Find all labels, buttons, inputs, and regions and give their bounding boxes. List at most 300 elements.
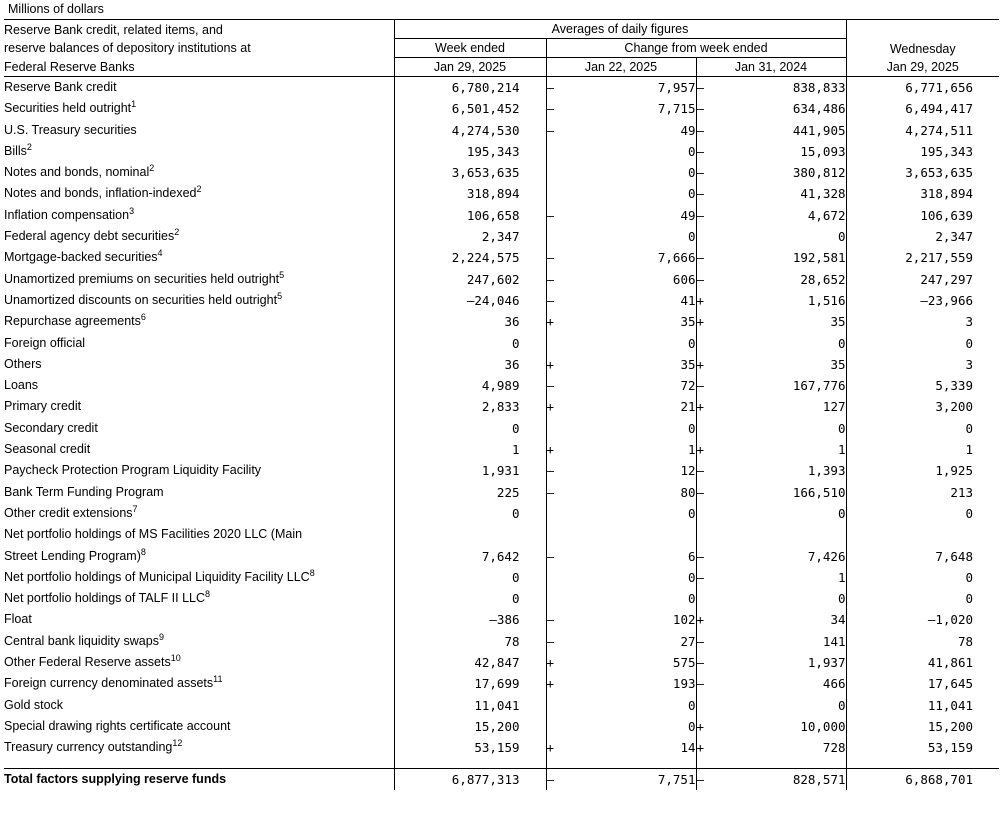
wednesday-value: 0 [965, 591, 973, 607]
wednesday-value: 6,771,656 [905, 80, 973, 95]
wednesday-value: 0 [965, 335, 973, 351]
table-row [4, 333, 999, 354]
row-label: Unamortized premiums on securities held outright$^5$ [4, 269, 394, 290]
table-header [4, 20, 999, 77]
change1-value: 35 [568, 354, 696, 375]
change1-sign: + [546, 655, 555, 671]
spacer-cell [696, 759, 718, 769]
change-date-1: Jan 22, 2025 [546, 58, 696, 77]
total-week-ended-value: 6,877,313 [394, 768, 546, 790]
wednesday-value: 5,339 [935, 378, 973, 394]
footnote-marker: 10 [170, 652, 181, 663]
change1-sign [546, 226, 568, 247]
wednesday-value: 15,200 [927, 718, 973, 734]
spacer-cell [546, 759, 568, 769]
change1-sign [546, 162, 568, 183]
change2-sign: – [696, 484, 705, 500]
change2-value: 127 [718, 396, 846, 417]
change2-value: 0 [718, 588, 846, 609]
week-ended-header: Week ended [394, 39, 546, 58]
week-ended-value: 11,041 [394, 695, 546, 716]
wednesday-value: 3,200 [935, 399, 973, 415]
row-label: U.S. Treasury securities [4, 120, 394, 141]
wednesday-value: 78 [957, 633, 973, 649]
week-ended-value: 4,989 [394, 375, 546, 396]
footnote-marker: 2 [174, 226, 180, 237]
row-label: Repurchase agreements$^6$ [4, 311, 394, 332]
spacer-cell [718, 759, 846, 769]
week-ended-value: 2,833 [394, 396, 546, 417]
wednesday-value: 106,639 [920, 207, 973, 223]
week-ended-value: 3,653,635 [394, 162, 546, 183]
change2-sign [696, 695, 718, 716]
change1-sign [546, 418, 568, 439]
change1-sign [546, 695, 568, 716]
change2-value: 728 [718, 737, 846, 758]
table-row [4, 120, 999, 141]
row-label: Net portfolio holdings of Municipal Liquidity Facility LLC$^8$ [4, 567, 394, 588]
total-change1-sign: – [546, 768, 568, 790]
change2-value: 0 [718, 695, 846, 716]
spacer-row [4, 759, 999, 769]
change1-value: 575 [568, 652, 696, 673]
change1-value: 0 [568, 418, 696, 439]
footnote-marker: 5 [279, 269, 285, 280]
total-row [4, 768, 999, 790]
footnote-marker: 8 [205, 588, 211, 599]
change2-value: 141 [718, 631, 846, 652]
table-row [4, 141, 999, 162]
change1-sign: + [546, 676, 555, 692]
change1-sign: – [546, 122, 555, 138]
change1-value: 0 [568, 695, 696, 716]
total-label: Total factors supplying reserve funds [4, 768, 394, 790]
wednesday-value: 3 [965, 356, 973, 372]
change2-sign: + [696, 442, 705, 458]
table-row [4, 716, 999, 737]
week-ended-date: Jan 29, 2025 [394, 58, 546, 77]
table-row [4, 588, 999, 609]
change2-sign: – [696, 250, 705, 266]
change1-sign: – [546, 292, 555, 308]
table-row [4, 503, 999, 524]
week-ended-value: 4,274,530 [394, 120, 546, 141]
week-ended-value: 6,501,452 [394, 98, 546, 119]
change2-value: 35 [718, 311, 846, 332]
change2-value: 10,000 [718, 716, 846, 737]
week-ended-value: 0 [394, 333, 546, 354]
change1-value: 0 [568, 588, 696, 609]
week-ended-value: –24,046 [394, 290, 546, 311]
footnote-marker: 3 [129, 205, 135, 216]
h41-table [4, 19, 999, 790]
change1-value: 14 [568, 737, 696, 758]
table-row [4, 77, 999, 99]
change1-value: 12 [568, 460, 696, 481]
row-label: Paycheck Protection Program Liquidity Facility [4, 460, 394, 481]
change1-value: 7,957 [568, 77, 696, 99]
footnote-marker: 6 [140, 312, 146, 323]
wednesday-value: 11,041 [927, 697, 973, 713]
change2-value: 34 [718, 609, 846, 630]
row-label: Net portfolio holdings of MS Facilities 2020 LLC (Main [4, 524, 394, 545]
change1-sign [546, 567, 568, 588]
change1-sign: – [546, 612, 555, 628]
row-label: Reserve Bank credit [4, 77, 394, 99]
averages-header: Averages of daily figures [394, 20, 846, 39]
table-row [4, 375, 999, 396]
table-row [4, 396, 999, 417]
change2-value: 166,510 [718, 482, 846, 503]
table-row [4, 609, 999, 630]
change2-sign [696, 226, 718, 247]
wednesday-value: 0 [965, 505, 973, 521]
change2-value: 41,328 [718, 183, 846, 204]
change2-sign [696, 588, 718, 609]
change1-value: 7,715 [568, 98, 696, 119]
footnote-marker: 11 [213, 674, 223, 685]
change1-sign [546, 503, 568, 524]
change2-value: 466 [718, 673, 846, 694]
row-label: Net portfolio holdings of TALF II LLC$^8$ [4, 588, 394, 609]
week-ended-value: 17,699 [394, 673, 546, 694]
change2-value: 28,652 [718, 269, 846, 290]
row-label: Special drawing rights certificate account [4, 716, 394, 737]
change1-value: 0 [568, 716, 696, 737]
wednesday-value: 17,645 [927, 676, 973, 692]
table-row [4, 631, 999, 652]
week-ended-value: 7,642 [394, 546, 546, 567]
spacer-cell [568, 759, 696, 769]
wednesday-value: 6,494,417 [905, 101, 973, 117]
total-wednesday-value: 6,868,701 [846, 768, 999, 790]
change1-value: 0 [568, 162, 696, 183]
row-label: Seasonal credit [4, 439, 394, 460]
week-ended-value: 1 [394, 439, 546, 460]
change2-value: 192,581 [718, 247, 846, 268]
change1-value: 27 [568, 631, 696, 652]
wednesday-value: 0 [965, 420, 973, 436]
spacer-cell [4, 759, 394, 769]
change2-value: 1,937 [718, 652, 846, 673]
week-ended-value: 36 [394, 354, 546, 375]
week-ended-value: 6,780,214 [394, 77, 546, 99]
change2-sign: – [696, 655, 705, 671]
change2-sign [696, 524, 718, 545]
week-ended-value: 53,159 [394, 737, 546, 758]
change2-sign [696, 418, 718, 439]
wednesday-value: 4,274,511 [905, 122, 973, 138]
change1-value: 102 [568, 609, 696, 630]
table-row [4, 290, 999, 311]
change2-sign: – [696, 101, 705, 117]
wednesday-value: 7,648 [935, 548, 973, 564]
row-label: Foreign official [4, 333, 394, 354]
wednesday-value: 0 [965, 569, 973, 585]
row-label: Gold stock [4, 695, 394, 716]
week-ended-value: 106,658 [394, 205, 546, 226]
change1-value: 49 [568, 120, 696, 141]
footnote-marker: 8 [140, 546, 146, 557]
change-date-2: Jan 31, 2024 [696, 58, 846, 77]
row-label: Secondary credit [4, 418, 394, 439]
change2-sign: – [696, 186, 705, 202]
change1-value: 1 [568, 439, 696, 460]
week-ended-value: 0 [394, 418, 546, 439]
change1-value: 193 [568, 673, 696, 694]
row-label: Others [4, 354, 394, 375]
footnote-marker: 2 [149, 163, 155, 174]
table-row [4, 205, 999, 226]
week-ended-value: 247,602 [394, 269, 546, 290]
change2-value: 0 [718, 226, 846, 247]
units-label: Millions of dollars [8, 2, 104, 16]
wednesday-value: 247,297 [920, 271, 973, 287]
table-row [4, 546, 999, 567]
week-ended-value: 0 [394, 567, 546, 588]
change2-value: 167,776 [718, 375, 846, 396]
change1-sign [546, 716, 568, 737]
week-ended-value: 0 [394, 503, 546, 524]
change2-value: 0 [718, 503, 846, 524]
change1-sign [546, 141, 568, 162]
table-row [4, 482, 999, 503]
change2-value: 15,093 [718, 141, 846, 162]
week-ended-value: –386 [394, 609, 546, 630]
change1-value: 0 [568, 503, 696, 524]
change2-value: 634,486 [718, 98, 846, 119]
change2-sign: – [696, 548, 705, 564]
table-row [4, 439, 999, 460]
table-row [4, 673, 999, 694]
week-ended-value: 15,200 [394, 716, 546, 737]
footnote-marker: 2 [26, 141, 32, 152]
row-label: Central bank liquidity swaps$^9$ [4, 631, 394, 652]
week-ended-value: 2,347 [394, 226, 546, 247]
wednesday-value: 53,159 [927, 740, 973, 756]
change1-value: 7,666 [568, 247, 696, 268]
change2-value: 7,426 [718, 546, 846, 567]
wednesday-value: 1 [965, 442, 973, 458]
footnote-marker: 7 [132, 503, 138, 514]
change1-sign [546, 524, 568, 545]
stub-line-1: Reserve Bank credit, related items, and [4, 22, 223, 37]
change2-sign: – [696, 676, 705, 692]
change1-sign [546, 333, 568, 354]
wednesday-value [846, 524, 999, 545]
change1-value: 0 [568, 141, 696, 162]
change2-sign: – [696, 207, 705, 223]
change2-sign: – [696, 378, 705, 394]
change2-sign: + [696, 399, 705, 415]
wednesday-value: 213 [950, 484, 973, 500]
footnote-marker: 12 [172, 738, 183, 749]
change1-sign: – [546, 250, 555, 266]
change2-value: 1,516 [718, 290, 846, 311]
table-row [4, 460, 999, 481]
week-ended-value: 1,931 [394, 460, 546, 481]
change1-sign: – [546, 548, 555, 564]
row-label: Bills$^2$ [4, 141, 394, 162]
wednesday-header: Wednesday [846, 20, 999, 58]
change2-sign: – [696, 122, 705, 138]
change1-sign: – [546, 80, 555, 95]
row-label: Other Federal Reserve assets$^{10}$ [4, 652, 394, 673]
footnote-marker: 8 [309, 567, 315, 578]
change2-value: 0 [718, 418, 846, 439]
change1-sign: + [546, 356, 555, 372]
footnote-marker: 4 [157, 248, 163, 259]
change-header: Change from week ended [546, 39, 846, 58]
week-ended-value: 195,343 [394, 141, 546, 162]
week-ended-value: 2,224,575 [394, 247, 546, 268]
change1-sign [546, 183, 568, 204]
total-change1-value: 7,751 [568, 768, 696, 790]
table-row [4, 269, 999, 290]
change2-value [718, 524, 846, 545]
stub-header [4, 20, 394, 77]
change2-value: 1,393 [718, 460, 846, 481]
row-label: Foreign currency denominated assets$^{11}$ [4, 673, 394, 694]
wednesday-value: 3 [965, 314, 973, 330]
table-row [4, 183, 999, 204]
wednesday-value: 3,653,635 [905, 165, 973, 181]
footnote-marker: 9 [158, 631, 164, 642]
change2-sign [696, 503, 718, 524]
change2-value: 380,812 [718, 162, 846, 183]
week-ended-value: 78 [394, 631, 546, 652]
change1-sign: – [546, 207, 555, 223]
row-label: Notes and bonds, inflation-indexed$^2$ [4, 183, 394, 204]
change1-value: 21 [568, 396, 696, 417]
week-ended-value [394, 524, 546, 545]
stub-line-3: Federal Reserve Banks [4, 59, 135, 74]
table-row [4, 162, 999, 183]
change1-value [568, 524, 696, 545]
row-label: Float [4, 609, 394, 630]
table-row [4, 311, 999, 332]
change2-value: 1 [718, 567, 846, 588]
change2-value: 838,833 [718, 77, 846, 99]
wednesday-date: Jan 29, 2025 [846, 58, 999, 77]
change2-sign [696, 333, 718, 354]
row-label: Street Lending Program)$^8$ [4, 546, 394, 567]
change1-sign: + [546, 442, 555, 458]
row-label: Other credit extensions$^7$ [4, 503, 394, 524]
change2-sign: – [696, 80, 705, 95]
change1-value: 72 [568, 375, 696, 396]
table-row [4, 226, 999, 247]
row-label: Primary credit [4, 396, 394, 417]
change1-sign: – [546, 101, 555, 117]
table-row [4, 354, 999, 375]
table-row [4, 98, 999, 119]
row-label: Inflation compensation$^3$ [4, 205, 394, 226]
change1-value: 0 [568, 226, 696, 247]
change2-sign: + [696, 718, 705, 734]
wednesday-value: –1,020 [927, 612, 973, 628]
row-label: Treasury currency outstanding$^{12}$ [4, 737, 394, 758]
change1-value: 35 [568, 311, 696, 332]
change2-sign: – [696, 271, 705, 287]
change2-value: 1 [718, 439, 846, 460]
row-label: Mortgage-backed securities$^4$ [4, 247, 394, 268]
table-row [4, 418, 999, 439]
change2-sign: – [696, 463, 705, 479]
week-ended-value: 36 [394, 311, 546, 332]
change2-sign: + [696, 292, 705, 308]
change2-sign: – [696, 633, 705, 649]
row-label: Loans [4, 375, 394, 396]
table-row [4, 695, 999, 716]
wednesday-value: 195,343 [920, 143, 973, 159]
wednesday-value: –23,966 [920, 292, 973, 308]
row-label: Federal agency debt securities$^2$ [4, 226, 394, 247]
table-row [4, 737, 999, 758]
change1-value: 606 [568, 269, 696, 290]
row-label: Unamortized discounts on securities held outright$^5$ [4, 290, 394, 311]
change2-sign: + [696, 314, 705, 330]
change1-sign: + [546, 314, 555, 330]
total-change2-value: 828,571 [718, 768, 846, 790]
row-label: Notes and bonds, nominal$^2$ [4, 162, 394, 183]
change1-value: 0 [568, 567, 696, 588]
change2-value: 4,672 [718, 205, 846, 226]
change2-sign: + [696, 740, 705, 756]
table-row [4, 247, 999, 268]
wednesday-value: 318,894 [920, 186, 973, 202]
wednesday-value: 1,925 [935, 463, 973, 479]
change1-sign: – [546, 271, 555, 287]
footnote-marker: 5 [277, 290, 283, 301]
change1-value: 49 [568, 205, 696, 226]
change1-sign: – [546, 463, 555, 479]
week-ended-value: 42,847 [394, 652, 546, 673]
change1-value: 0 [568, 183, 696, 204]
change2-sign: – [696, 143, 705, 159]
change1-value: 41 [568, 290, 696, 311]
change2-sign: – [696, 569, 705, 585]
spacer-cell [846, 759, 999, 769]
change2-value: 441,905 [718, 120, 846, 141]
wednesday-value: 2,347 [935, 229, 973, 245]
stub-line-2: reserve balances of depository institutions at [4, 41, 251, 55]
total-change2-sign: – [696, 768, 718, 790]
table-row [4, 567, 999, 588]
change1-value: 80 [568, 482, 696, 503]
change2-value: 0 [718, 333, 846, 354]
week-ended-value: 0 [394, 588, 546, 609]
change1-value: 0 [568, 333, 696, 354]
change1-sign: – [546, 633, 555, 649]
change1-sign: + [546, 740, 555, 756]
footnote-marker: 2 [196, 184, 202, 195]
change1-sign: + [546, 399, 555, 415]
week-ended-value: 318,894 [394, 183, 546, 204]
change1-sign [546, 588, 568, 609]
table-row [4, 652, 999, 673]
table-body [4, 77, 999, 790]
wednesday-value: 2,217,559 [905, 250, 973, 266]
row-label: Bank Term Funding Program [4, 482, 394, 503]
change1-value: 6 [568, 546, 696, 567]
change1-sign: – [546, 378, 555, 394]
wednesday-value: 41,861 [927, 655, 973, 671]
change1-sign: – [546, 484, 555, 500]
table-row [4, 524, 999, 545]
change2-value: 35 [718, 354, 846, 375]
change2-sign: + [696, 356, 705, 372]
